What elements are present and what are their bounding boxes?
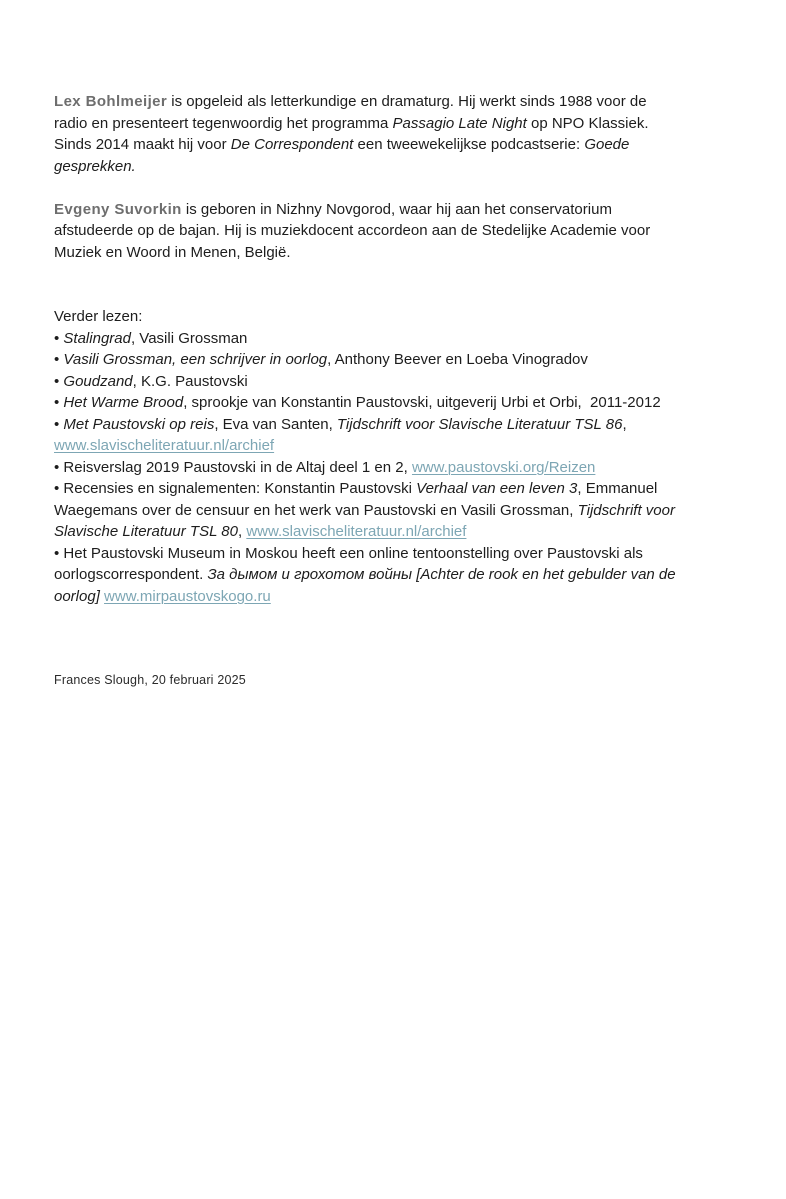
text-run: , Anthony Beever en Loeba Vinogradov	[327, 351, 588, 368]
text-run: Het Warme Brood	[63, 394, 184, 411]
reading-item-paustovski-museum	[54, 543, 734, 608]
text-run: Waegemans over de censuur en het werk van Paustovski en Vasili Grossman,	[54, 501, 578, 519]
text-run: Goede	[584, 136, 630, 153]
reading-item-goudzand	[54, 371, 734, 393]
text-run: Tijdschrift voor	[577, 501, 675, 519]
document-content	[54, 91, 734, 692]
text-run: , K.G. Paustovski	[132, 372, 248, 390]
text-run: •	[54, 394, 64, 411]
text-run: •	[54, 351, 64, 368]
text-run: , Emmanuel	[577, 480, 658, 497]
link-slavischeliteratuur-archief-2[interactable]: www.slavischeliteratuur.nl/archief	[246, 523, 467, 540]
bio-evgeny-suvorkin	[54, 199, 734, 264]
reading-item-stalingrad	[54, 328, 734, 350]
text-run: • Recensies en signalementen: Konstantin Paustovski	[54, 480, 417, 497]
text-run: Met Paustovski op reis	[63, 415, 215, 433]
footer-author-date	[54, 670, 734, 692]
text-run: •	[54, 372, 64, 390]
text-run: Passagio Late Night	[392, 114, 527, 132]
text-run: op NPO Klassiek.	[526, 114, 649, 132]
text-run: Slavische Literatuur TSL 80	[54, 523, 238, 540]
text-run: •	[54, 415, 64, 433]
text-run: Verhaal van een leven 3	[416, 480, 578, 497]
text-run: , Eva van Santen,	[214, 415, 337, 433]
text-run: oorlog]	[54, 587, 100, 605]
text-run: Vasili Grossman, een schrijver in oorlog	[63, 351, 328, 368]
text-run: gesprekken.	[54, 157, 136, 175]
text-run: oorlogscorrespondent.	[54, 566, 208, 583]
further-reading-heading	[54, 306, 734, 328]
text-run: •	[54, 329, 64, 347]
text-run: Frances Slough, 20 februari 2025	[54, 673, 246, 687]
text-run: За дымом и грохотом войны [Achter de rook en het gebulder van de	[207, 566, 676, 583]
text-run: is opgeleid als letterkundige en dramaturg. Hij werkt sinds 1988 voor de	[167, 93, 647, 110]
link-paustovski-reizen[interactable]: www.paustovski.org/Reizen	[411, 458, 596, 476]
author-name: Lex Bohlmeijer	[54, 93, 168, 110]
link-mirpaustovskogo[interactable]: www.mirpaustovskogo.ru	[104, 587, 271, 605]
author-name: Evgeny Suvorkin	[54, 200, 182, 218]
reading-item-het-warme-brood	[54, 392, 734, 414]
reading-item-recensies	[54, 478, 734, 543]
text-run: Muziek en Woord in Menen, België.	[54, 243, 291, 261]
text-run: Goudzand	[63, 372, 133, 390]
text-run: De Correspondent	[230, 136, 354, 153]
text-run: afstudeerde op de bajan. Hij is muziekdocent accordeon aan de Stedelijke Academie voor	[54, 222, 651, 239]
text-run: , Vasili Grossman	[130, 329, 248, 347]
text-run: ,	[622, 415, 627, 433]
text-run: Stalingrad	[63, 329, 131, 347]
text-run: is geboren in Nizhny Novgorod, waar hij aan het conservatorium	[181, 200, 612, 218]
text-run: Sinds 2014 maakt hij voor	[54, 136, 231, 153]
link-slavischeliteratuur-archief-1[interactable]: www.slavischeliteratuur.nl/archief	[54, 437, 275, 454]
text-run: radio en presenteert tegenwoordig het programma	[54, 114, 393, 132]
text-run: , sprookje van Konstantin Paustovski, uitgeverij Urbi et Orbi, 2011-2012	[183, 394, 661, 411]
bio-lex-bohlmeijer	[54, 91, 734, 177]
reading-item-reisverslag-altaj	[54, 457, 734, 479]
text-run: • Reisverslag 2019 Paustovski in de Altaj deel 1 en 2,	[54, 458, 412, 476]
text-run: een tweewekelijkse podcastserie:	[353, 136, 585, 153]
reading-item-schrijver-in-oorlog	[54, 349, 734, 371]
text-run: ,	[238, 523, 247, 540]
text-run: Verder lezen:	[54, 308, 143, 325]
text-run: Tijdschrift voor Slavische Literatuur TSL 86	[336, 415, 623, 433]
reading-item-met-paustovski-op-reis	[54, 414, 734, 457]
text-run: • Het Paustovski Museum in Moskou heeft een online tentoonstelling over Paustovski als	[54, 544, 643, 562]
